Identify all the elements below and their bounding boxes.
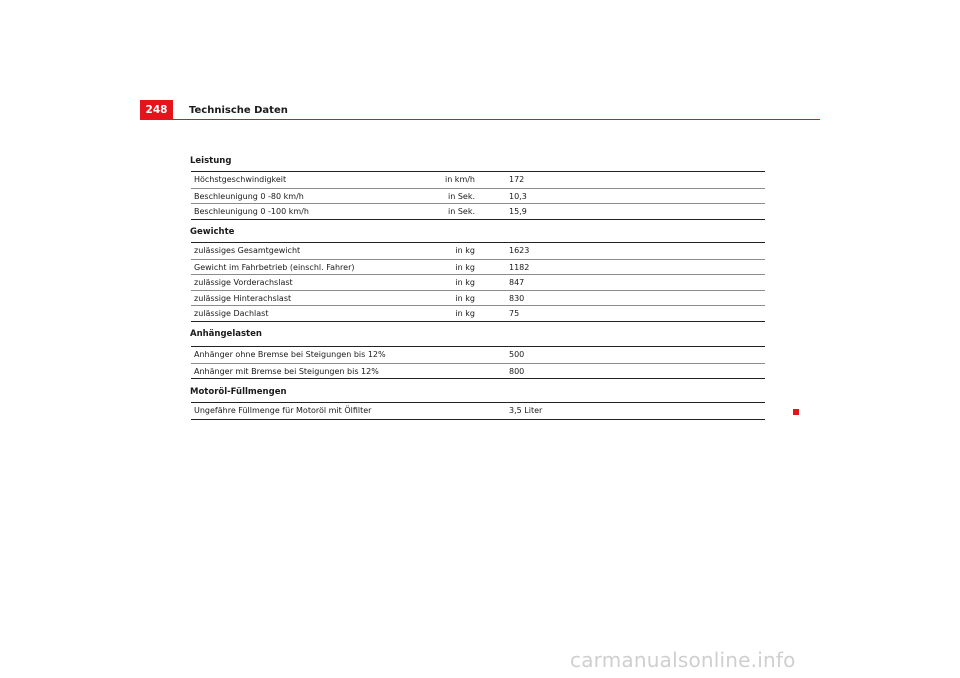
table-motoroel (191, 402, 765, 420)
row-label: zulässige Hinterachslast (194, 293, 292, 303)
table-row (191, 243, 765, 259)
row-label: Anhänger ohne Bremse bei Steigungen bis 12% (194, 350, 386, 359)
watermark-text: carmanualsonline.info (570, 648, 796, 672)
row-value: 800 (509, 366, 525, 376)
row-value: 847 (509, 278, 525, 288)
page-header (140, 100, 820, 120)
table-row (191, 290, 765, 306)
table-row (191, 259, 765, 275)
row-unit: in kg (455, 262, 475, 272)
row-unit: in km/h (444, 175, 475, 184)
row-label: Beschleunigung 0 -80 km/h (194, 191, 304, 201)
table-row (191, 274, 765, 290)
section-end-marker (793, 409, 799, 415)
table-row (191, 347, 765, 363)
row-value: 75 (509, 309, 520, 319)
row-label: zulässige Dachlast (194, 309, 269, 319)
section-title-anhaengelasten: Anhängelasten (190, 329, 262, 339)
table-gewichte (191, 242, 765, 322)
row-unit: in kg (455, 293, 475, 303)
row-label: Höchstgeschwindigkeit (194, 175, 287, 184)
row-value: 1623 (509, 246, 530, 255)
row-label: zulässige Vorderachslast (194, 278, 293, 288)
section-title-motoroel: Motoröl-Füllmengen (190, 387, 287, 397)
page-number: 248 (140, 100, 173, 120)
row-value: 3,5 Liter (509, 406, 543, 415)
header-rule (140, 119, 820, 120)
row-value: 1182 (509, 262, 530, 272)
table-leistung (191, 171, 765, 220)
row-label: Beschleunigung 0 -100 km/h (194, 207, 309, 217)
table-row (191, 172, 765, 188)
row-label: Gewicht im Fahrbetrieb (einschl. Fahrer) (194, 262, 355, 272)
section-title-gewichte: Gewichte (190, 227, 235, 237)
table-row (191, 363, 765, 379)
row-value: 10,3 (509, 191, 527, 201)
section-title-leistung: Leistung (190, 156, 232, 166)
row-label: Ungefähre Füllmenge für Motoröl mit Ölfilter (194, 406, 372, 415)
row-label: Anhänger mit Bremse bei Steigungen bis 12% (194, 366, 379, 376)
row-unit: in Sek. (447, 191, 475, 201)
row-value: 500 (509, 350, 525, 359)
row-unit: in kg (455, 246, 475, 255)
table-row (191, 403, 765, 419)
row-unit: in Sek. (447, 207, 475, 217)
row-value: 15,9 (509, 207, 527, 217)
row-value: 172 (509, 175, 525, 184)
table-row (191, 305, 765, 321)
table-row (191, 188, 765, 204)
page-title: Technische Daten (189, 105, 288, 116)
table-row (191, 203, 765, 219)
row-unit: in kg (455, 278, 475, 288)
row-label: zulässiges Gesamtgewicht (194, 246, 301, 255)
row-value: 830 (509, 293, 525, 303)
row-unit: in kg (455, 309, 475, 319)
table-anhaengelasten (191, 346, 765, 379)
